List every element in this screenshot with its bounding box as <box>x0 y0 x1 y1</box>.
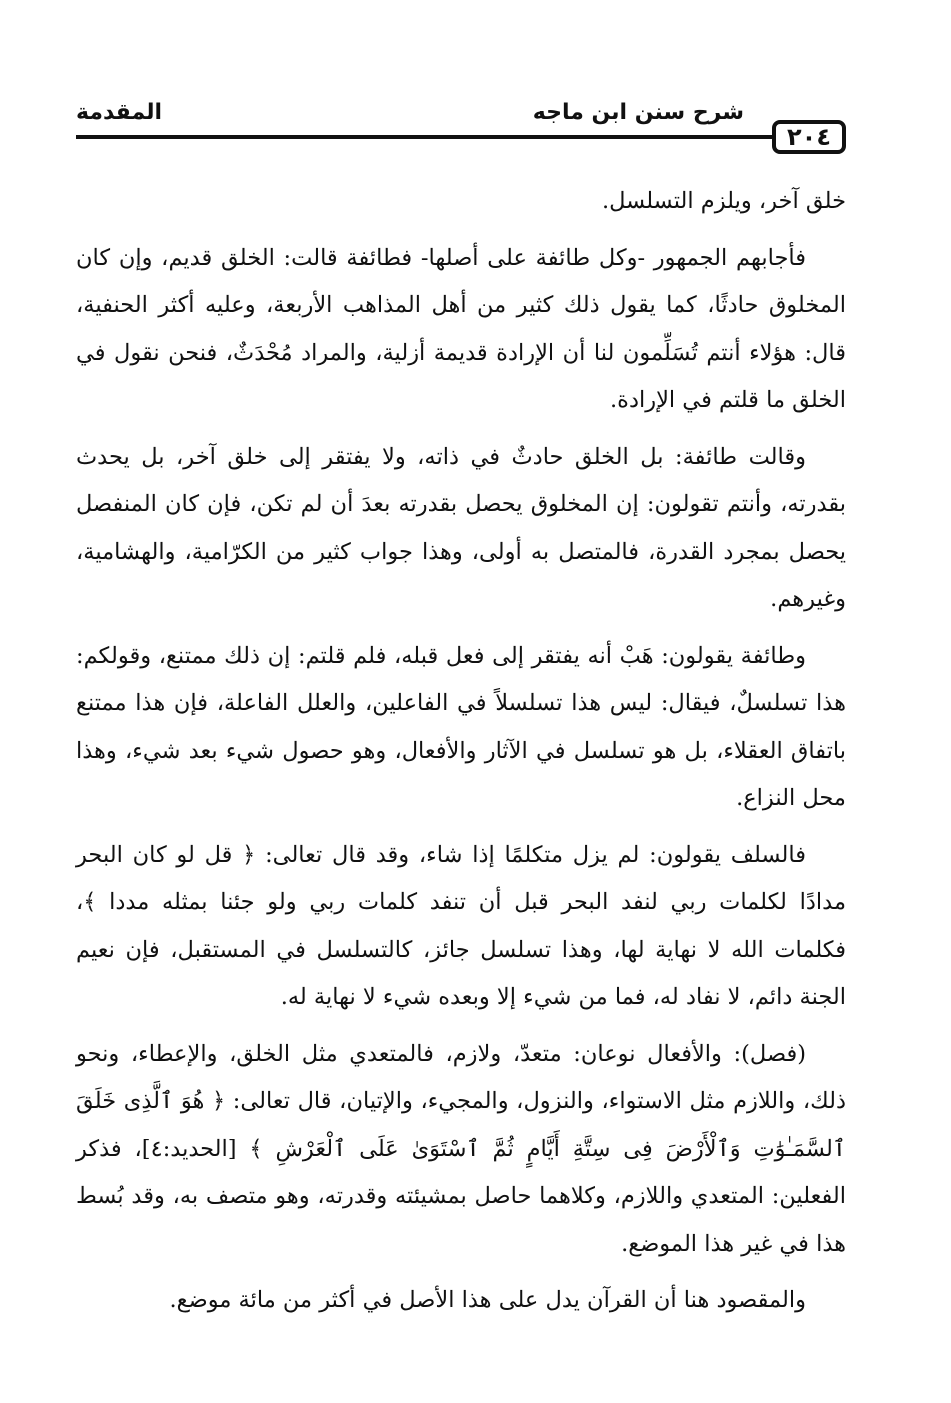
page-header <box>76 98 846 154</box>
paragraph-5: فالسلف يقولون: لم يزل متكلمًا إذا شاء، وقد قال تعالى: ﴿ قل لو كان البحر مدادًا لكلمات ربي لنفد البحر قبل أن تنفد كلمات ربي ولو جئنا بمثله مددا ﴾، فكلمات الله لا نهاية لها، وهذا تسلسل جائز، كالتسلسل في المستقبل، فإن نعيم الجنة دائم، لا نفاد له، فما من شيء إلا وبعده شيء لا نهاية له. <box>76 841 846 1010</box>
header-rule <box>76 135 780 139</box>
book-title: شرح سنن ابن ماجه <box>532 100 744 125</box>
paragraph-4: وطائفة يقولون: هَبْ أنه يفتقر إلى فعل قبله، فلم قلتم: إن ذلك ممتنع، وقولكم: هذا تسلسلٌ، فيقال: ليس هذا تسلسلاً في الفاعلين، والعلل الفاعلة، فإن هذا ممتنع باتفاق العقلاء، بل هو تسلسل في الآثار والأفعال، وهو حصول شيء بعد شيء، وهذا محل النزاع. <box>76 642 846 811</box>
section-title: المقدمة <box>76 100 163 125</box>
paragraph-1: خلق آخر، ويلزم التسلسل. <box>601 188 846 214</box>
body-text <box>76 178 846 1334</box>
paragraph-7: والمقصود هنا أن القرآن يدل على هذا الأصل في أكثر من مائة موضع. <box>169 1287 806 1313</box>
paragraph-3: وقالت طائفة: بل الخلق حادثٌ في ذاته، ولا يفتقر إلى خلق آخر، بل يحدث بقدرته، وأنتم تقولون: إن المخلوق يحصل بقدرته بعدَ أن لم تكن، فإن كان المنفصل يحصل بمجرد القدرة، فالمتصل به أولى، وهذا جواب كثير من الكرّامية، والهشامية، وغيرهم. <box>76 443 846 612</box>
paragraph-2: فأجابهم الجمهور -وكل طائفة على أصلها- فطائفة قالت: الخلق قديم، وإن كان المخلوق حادثًا، كما يقول ذلك كثير من أهل المذاهب الأربعة، وعليه أكثر الحنفية، قال: هؤلاء أنتم تُسَلِّمون لنا أن الإرادة قديمة أزلية، والمراد مُحْدَثٌ، فنحن نقول في الخلق ما قلتم في الإرادة. <box>76 244 846 413</box>
paragraph-6: (فصل): والأفعال نوعان: متعدّ، ولازم، فالمتعدي مثل الخلق، والإعطاء، ونحو ذلك، واللازم مثل الاستواء، والنزول، والمجيء، والإتيان، قال تعالى: ﴿ هُوَ ٱلَّذِى خَلَقَ ٱلسَّمَـٰوَٰتِ وَٱلْأَرْضَ فِى سِتَّةِ أَيَّامٍ ثُمَّ ٱسْتَوَىٰ عَلَى ٱلْعَرْشِ ﴾ [الحديد:٤]، فذكر الفعلين: المتعدي واللازم، وكلاهما حاصل بمشيئته وقدرته، وهو متصف به، وقد بُسط هذا في غير هذا الموضع. <box>76 1040 846 1257</box>
page-number: ٢٠٤ <box>772 120 846 154</box>
